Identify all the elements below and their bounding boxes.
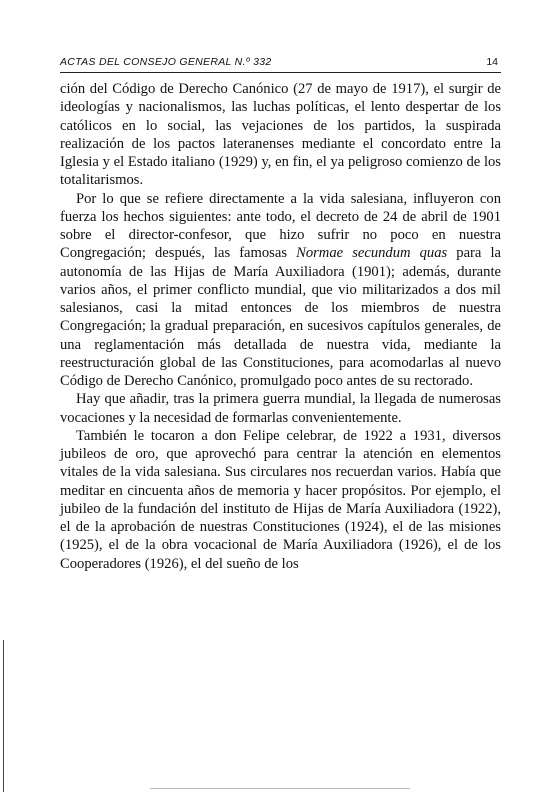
paragraph-salesian-events xyxy=(60,190,501,391)
page-number: 14 xyxy=(486,56,498,68)
paragraph-jubilees: También le tocaron a don Felipe celebrar, de 1922 a 1931, diversos jubileos de oro, que aprovechó para centrar la atención en elementos vitales de la vida salesiana. Sus circulares nos recuerdan varios. Había que meditar en cincuenta años de memoria y hacer propósitos. Por ejemplo, el jubileo de la fundación del instituto de Hijas de María Auxiliadora (1922), el de la aprobación de nuestras Constituciones (1924), el de las misiones (1925), el de la obra vocacional de María Auxiliadora (1926), el de los Cooperadores (1926), el del sueño de los xyxy=(60,427,501,572)
scan-edge-line xyxy=(3,640,4,792)
scan-bottom-line xyxy=(150,788,410,789)
running-header-title: ACTAS DEL CONSEJO GENERAL N.º 332 xyxy=(60,56,272,68)
paragraph-continued: ción del Código de Derecho Canónico (27 de mayo de 1917), el surgir de ideologías y nacionalismos, las luchas políticas, el lento despertar de los católicos en lo social, las vejaciones de los partidos, la suspirada realización de los pactos lateranenses mediante el concordato entre la Iglesia y el Estado italiano (1929) y, en fin, el ya peligroso comienzo de los totalitarismos. xyxy=(60,81,501,189)
paragraph-vocations: Hay que añadir, tras la primera guerra mundial, la llegada de numerosas vocaciones y la necesidad de formarlas convenientemente. xyxy=(60,391,501,426)
body-text xyxy=(60,80,501,573)
paragraph-text: Por lo que se refiere directamente a la vida salesiana, influyeron con fuerza los hechos siguientes: ante todo, el decreto de 24 de abril de 1901 sobre el director-confesor, que hizo sufrir no poco en nuestra Congregación; después, las famosas xyxy=(60,190,501,262)
page-header xyxy=(60,55,501,73)
italic-title: Normae secundum quas xyxy=(296,245,448,262)
paragraph-text: para la autonomía de las Hijas de María Auxiliadora (1901); además, durante varios años, el primer conflicto mundial, que vio militarizados a dos mil salesianos, casi la mitad entonces de los miembros de nuestra Congregación; la gradual preparación, en sucesivos capítulos generales, de una reglamentación más detallada de nuestra vida, mediante la reestructuración global de las Constituciones, para acomodarlas al nuevo Código de Derecho Canónico, promulgado poco antes de su rectorado. xyxy=(60,245,501,389)
